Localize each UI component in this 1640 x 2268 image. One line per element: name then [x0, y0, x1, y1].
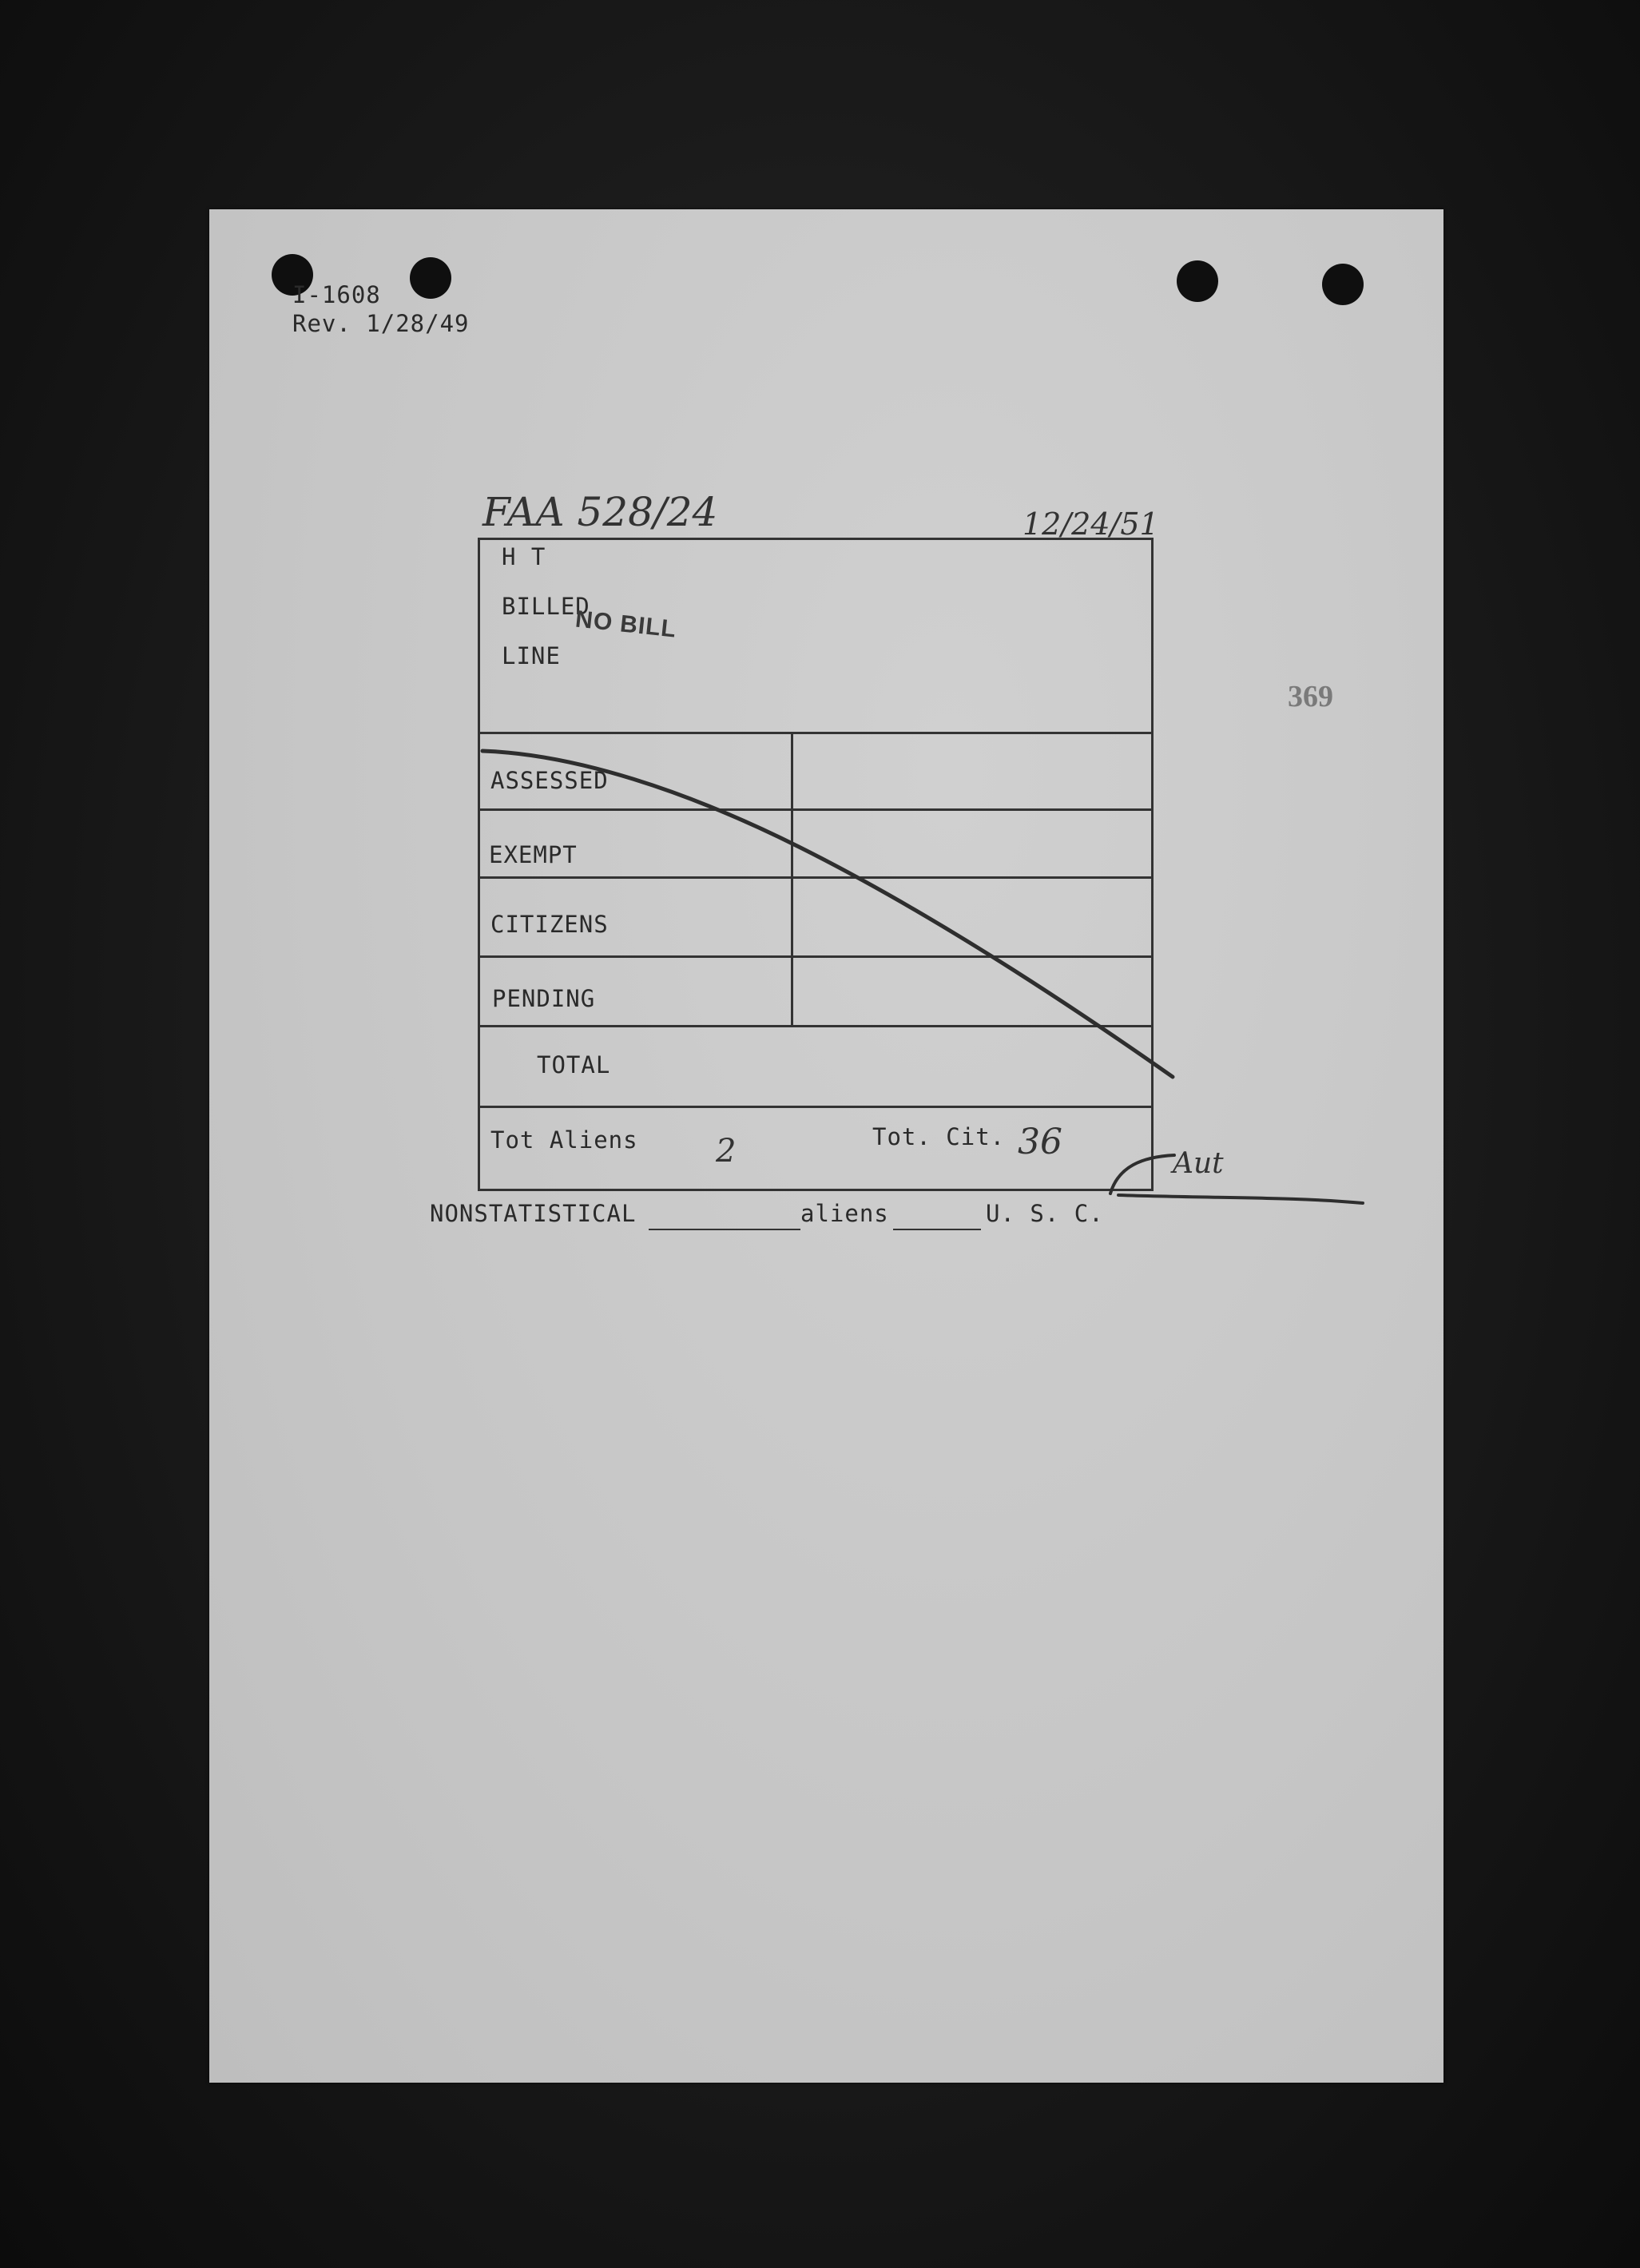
page-number: 369 [1288, 680, 1333, 713]
header-label-ht: H T [502, 543, 546, 570]
aliens-label: aliens [800, 1200, 889, 1227]
tot-cit-value: 36 [1018, 1122, 1062, 1162]
revision-date: Rev. 1/28/49 [292, 310, 470, 337]
handwritten-reference: FAA 528/24 [482, 489, 718, 535]
row-label-assessed: ASSESSED [490, 767, 609, 794]
tot-aliens-value: 2 [716, 1133, 737, 1170]
initials: Aut [1173, 1147, 1224, 1180]
initials-underline [1110, 1155, 1363, 1203]
row-label-pending: PENDING [492, 985, 596, 1012]
no-bill-stamp: NO BILL [574, 606, 678, 643]
handwritten-date: 12/24/51 [1023, 506, 1159, 542]
header-label-billed: BILLED [502, 593, 590, 620]
row-label-exempt: EXEMPT [489, 841, 578, 868]
total-label: TOTAL [537, 1051, 611, 1078]
tot-cit-label: Tot. Cit. [872, 1123, 1006, 1150]
tot-aliens-label: Tot Aliens [490, 1126, 638, 1154]
form-number: I-1608 [292, 281, 381, 308]
header-label-line: LINE [502, 642, 561, 669]
usc-label: U. S. C. [986, 1200, 1104, 1227]
cancel-stroke [482, 751, 1173, 1077]
nonstatistical-label: NONSTATISTICAL [430, 1200, 637, 1227]
row-label-citizens: CITIZENS [490, 911, 609, 938]
